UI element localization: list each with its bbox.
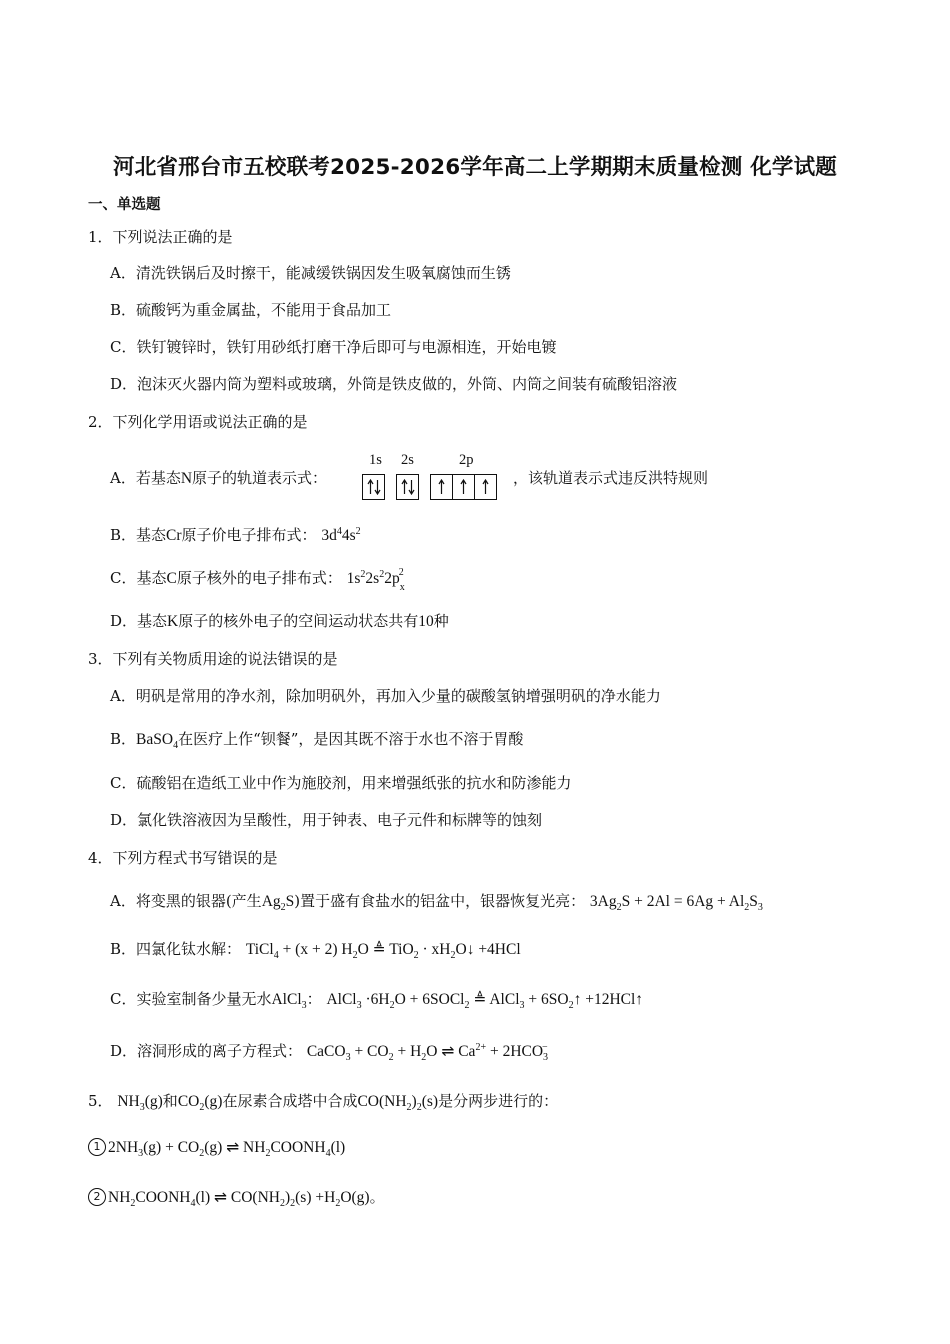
question-2-option-c: C．基态C原子核外的电子排布式： $1s^22s^22p_x^2$ [110,566,405,594]
question-5-step-1: 1 $2NH_3(g) + CO_2(g)$ ⇌ $NH_2COONH_4(l)$ [88,1138,345,1157]
question-5-step-2: 2 $NH_2COONH_4(l)$ ⇌ $CO(NH_2)_2(s) +H_2O(g)$。 [88,1186,385,1207]
spin-down-arrow-icon [374,479,381,495]
question-5-stem: 5． $NH_3(g)$和$CO_2(g)$在尿素合成塔中合成$CO(NH_2)_2(s)$是分两步进行的： [88,1092,559,1114]
spin-up-arrow-icon [438,479,445,495]
orbital-box-2s [396,474,419,500]
orbital-box-1s [362,474,385,500]
question-3-option-a: A．明矾是常用的净水剂，除加明矾外，再加入少量的碳酸氢钠增强明矾的净水能力 [110,687,661,705]
equation-d: CaCO$_3$ + $CO_2 + H_2O$ ⇌ $Ca^{2+} + 2HCO_3^-$ [306,1041,549,1064]
equation-a: $3Ag_2S + 2Al = 6Ag + Al_2S_3$ [589,893,763,914]
question-4-stem: 4．下列方程式书写错误的是 [88,849,278,867]
baso4-formula: BaSO$_4$ [136,731,179,752]
question-3-option-d: D．氯化铁溶液因为呈酸性，用于钟表、电子元件和标牌等的蚀刻 [110,811,543,829]
spin-up-arrow-icon [482,479,489,495]
equation-c: AlCl$_3$ $\cdot 6H_2O$ + 6SOCl$_2$ ≜ AlCl$_3$ + $6SO_2↑$ +12HCl↑ [326,991,644,1012]
orbital-label-2s: 2s [401,452,414,468]
circled-number-2: 2 [88,1188,106,1206]
question-2-option-a-suffix: ，该轨道表示式违反洪特规则 [513,469,709,487]
spin-up-arrow-icon [460,479,467,495]
question-1-stem: 1．下列说法正确的是 [88,228,233,246]
spin-up-arrow-icon [401,479,408,495]
question-2-option-d: D．基态K原子的核外电子的空间运动状态共有10种 [110,612,449,630]
question-1-option-b: B．硫酸钙为重金属盐，不能用于食品加工 [110,301,392,319]
page-title: 河北省邢台市五校联考2025-2026学年高二上学期期末质量检测 化学试题 [113,155,837,180]
orbital-box-2p [430,474,497,500]
c-electron-config: $1s^22s^22p_x^2$ [346,566,405,594]
question-3-option-b: B．BaSO$_4$在医疗上作“钡餐”，是因其既不溶于水也不溶于胃酸 [110,730,524,752]
equation-b: TiCl$_4$ + (x + 2) $H_2O$ ≜ $TiO_2 \cdot xH_2O↓ +4HCl$ [245,941,521,962]
question-3-option-c: C．硫酸铝在造纸工业中作为施胶剂，用来增强纸张的抗水和防渗能力 [110,774,572,792]
question-4-option-d: D．溶洞形成的离子方程式： CaCO$_3$ + $CO_2 + H_2O$ ⇌ $Ca^{2+} + 2HCO_3^-$ [110,1041,549,1064]
spin-up-arrow-icon [367,479,374,495]
section-heading: 一、单选题 [88,197,161,213]
question-1-option-a: A．清洗铁锅后及时擦干，能减缓铁锅因发生吸氧腐蚀而生锈 [110,264,511,282]
orbital-label-2p: 2p [459,452,474,468]
question-1-option-c: C．铁钉镀锌时，铁钉用砂纸打磨干净后即可与电源相连，开始电镀 [110,338,557,356]
question-3-stem: 3．下列有关物质用途的说法错误的是 [88,650,338,668]
circled-number-1: 1 [88,1138,106,1156]
spin-down-arrow-icon [408,479,415,495]
question-2-option-a: A．若基态N原子的轨道表示式： [110,469,328,487]
question-1-option-d: D．泡沫灭火器内筒为塑料或玻璃，外筒是铁皮做的，外筒、内筒之间装有硫酸铝溶液 [110,375,678,393]
question-2-option-b: B．基态Cr原子价电子排布式： $3d^44s^2$ [110,525,361,544]
question-2-stem: 2．下列化学用语或说法正确的是 [88,413,308,431]
orbital-label-1s: 1s [369,452,382,468]
cr-valence-config: $3d^44s^2$ [321,525,361,544]
question-4-option-a: A．将变黑的银器(产生$Ag_2S$)置于盛有食盐水的铝盆中，银器恢复光亮： $3Ag_2S + 2Al = 6Ag + Al_2S_3$ [110,892,763,914]
question-4-option-c: C．实验室制备少量无水AlCl$_3$： AlCl$_3$ $\cdot 6H_2O$ + 6SOCl$_2$ ≜ AlCl$_3$ + $6SO_2↑$ +12HCl↑ [110,990,644,1012]
question-4-option-b: B．四氯化钛水解： TiCl$_4$ + (x + 2) $H_2O$ ≜ $TiO_2 \cdot xH_2O↓ +4HCl$ [110,940,521,962]
